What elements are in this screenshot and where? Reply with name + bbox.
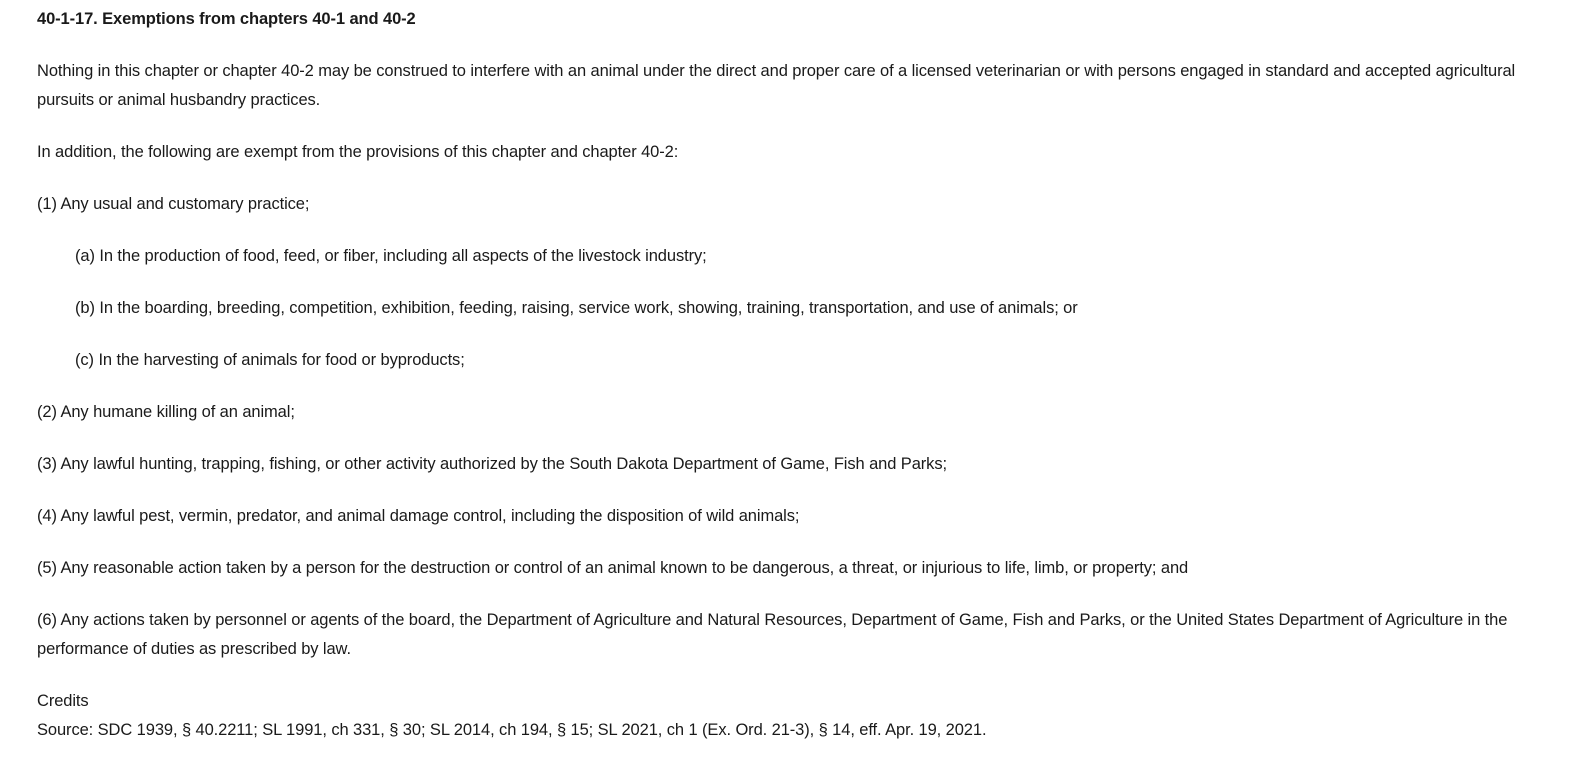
exemption-item-4: [37, 502, 1541, 531]
item-label: (1): [37, 195, 61, 213]
item-text: Any usual and customary practice;: [60, 195, 310, 213]
credits-title: Credits: [37, 692, 89, 710]
item-text: Any reasonable action taken by a person for the destruction or control of an animal known to be dangerous, a threat, or injurious to life, limb, or property; and: [60, 559, 1189, 577]
item-text: Any lawful pest, vermin, predator, and animal damage control, including the disposition of wild animals;: [60, 507, 800, 525]
item-label: (b): [75, 299, 100, 317]
exemption-item-b: [37, 294, 1541, 323]
item-label: (6): [37, 611, 61, 629]
item-label: (c): [75, 351, 99, 369]
exemption-item-6: [37, 606, 1541, 664]
intro-paragraph: Nothing in this chapter or chapter 40-2 may be construed to interfere with an animal under the direct and proper care of a licensed veterinarian or with persons engaged in standard and accepted agricultural pursuits or animal husbandry practices.: [37, 62, 1516, 109]
item-label: (a): [75, 247, 100, 265]
credits-block: [37, 687, 1541, 745]
item-label: (2): [37, 403, 61, 421]
statute-heading: 40-1-17. Exemptions from chapters 40-1 and 40-2: [37, 10, 416, 28]
exemptions-lead-in: In addition, the following are exempt from the provisions of this chapter and chapter 40-2:: [37, 143, 679, 161]
exemption-item-2: [37, 398, 1541, 427]
exemption-list: [37, 190, 1541, 664]
item-label: (3): [37, 455, 61, 473]
exemption-item-a: [37, 242, 1541, 271]
exemption-item-3: [37, 450, 1541, 479]
item-text: In the production of food, feed, or fiber, including all aspects of the livestock industry;: [99, 247, 707, 265]
credits-source: Source: SDC 1939, § 40.2211; SL 1991, ch 331, § 30; SL 2014, ch 194, § 15; SL 2021, ch 1 (Ex. Ord. 21-3), § 14, eff. Apr. 19, 2021.: [37, 721, 987, 739]
item-label: (5): [37, 559, 61, 577]
item-text: Any lawful hunting, trapping, fishing, or other activity authorized by the South Dakota Department of Game, Fish and Parks;: [60, 455, 947, 473]
item-text: Any actions taken by personnel or agents of the board, the Department of Agriculture and Natural Resources, Department of Game, Fish and Parks, or the United States Department of Agriculture in the performance of duties as prescribed by law.: [37, 611, 1508, 658]
item-text: In the boarding, breeding, competition, exhibition, feeding, raising, service work, showing, training, transportation, and use of animals; or: [99, 299, 1078, 317]
exemption-item-5: [37, 554, 1541, 583]
exemption-item-1: [37, 190, 1541, 219]
item-label: (4): [37, 507, 61, 525]
item-text: In the harvesting of animals for food or byproducts;: [98, 351, 465, 369]
exemption-item-c: [37, 346, 1541, 375]
item-text: Any humane killing of an animal;: [60, 403, 295, 421]
